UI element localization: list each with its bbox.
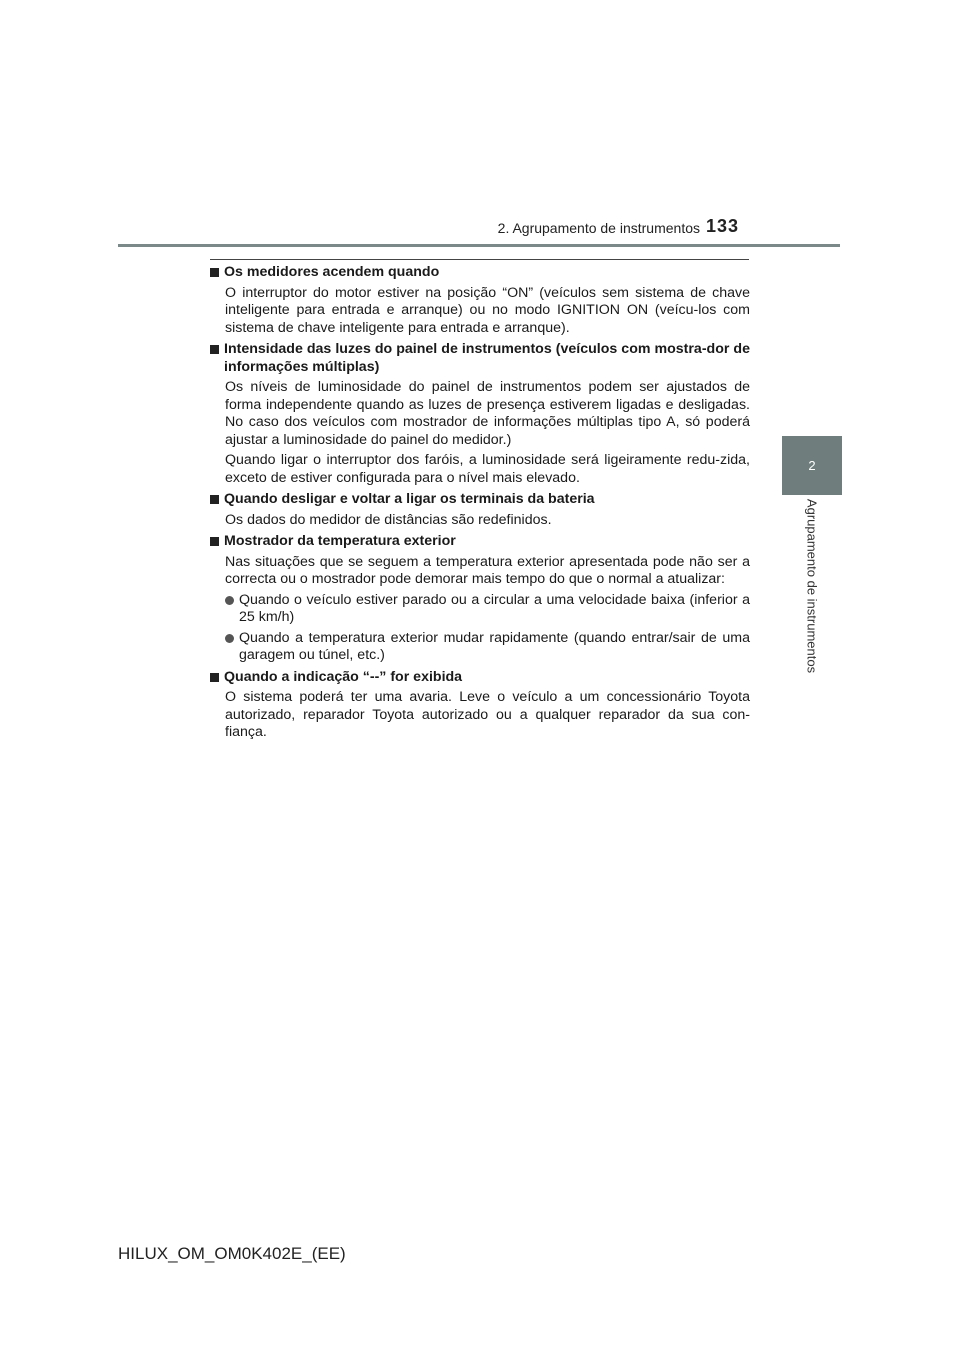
list-item [210,630,750,665]
square-bullet-icon [210,268,219,277]
list-item-text: Quando o veículo estiver parado ou a circular a uma velocidade baixa (inferior a 25 km/h) [239,591,750,625]
chapter-title: 2. Agrupamento de instrumentos [497,220,700,236]
content-divider [210,259,749,260]
header-divider [118,244,840,247]
section-heading [210,533,750,551]
section-heading [210,341,750,376]
chapter-tab-number: 2 [808,458,816,473]
paragraph: Os níveis de luminosidade do painel de instrumentos podem ser ajustados de forma independente quando as luzes de presença estiverem ligadas e desligadas. No caso dos veículos com mostrador de informações múltiplas tipo A, só poderá ajustar a luminosidade do painel do medidor.) [225,379,750,448]
section-heading [210,264,750,282]
paragraph: O interruptor do motor estiver na posição “ON” (veículos sem sistema de chave inteligente para entrada e arranque) ou no modo IGNITION ON (veícu-los com sistema de chave inteligente para entrada e arranque). [225,284,750,336]
paragraph: Nas situações que se seguem a temperatura exterior apresentada pode não ser a correcta ou o mostrador pode demorar mais tempo do que o normal a atualizar: [225,553,750,587]
document-code: HILUX_OM_OM0K402E_(EE) [118,1244,346,1263]
round-bullet-icon [225,596,234,605]
square-bullet-icon [210,673,219,682]
paragraph: Quando ligar o interruptor dos faróis, a luminosidade será ligeiramente redu-zida, exceto de estiver configurada para o nível mais elevado. [225,452,750,486]
chapter-tab [782,436,842,495]
section-heading [210,669,750,687]
page-number: 133 [706,216,740,236]
section-heading [210,491,750,509]
section-heading-text: Quando a indicação “--” for exibida [224,668,463,685]
list-item-text: Quando a temperatura exterior mudar rapidamente (quando entrar/sair de uma garagem ou túnel, etc.) [239,629,750,663]
section-heading-text: Mostrador da temperatura exterior [224,533,456,549]
list-item [210,592,750,627]
round-bullet-icon [225,634,234,643]
paragraph: O sistema poderá ter uma avaria. Leve o veículo a um concessionário Toyota autorizado, reparador Toyota autorizado ou a qualquer reparador da sua con-fiança. [225,689,750,740]
square-bullet-icon [210,495,219,504]
section-heading-text: Os medidores acendem quando [224,264,440,280]
section-heading-text: Quando desligar e voltar a ligar os terminais da bateria [224,491,595,507]
section-heading-text: Intensidade das luzes do painel de instrumentos (veículos com mostra-dor de informações múltiplas) [224,341,750,375]
page-content [210,264,750,742]
chapter-tab-label: Agrupamento de instrumentos [804,498,820,674]
square-bullet-icon [210,537,219,546]
square-bullet-icon [210,345,219,354]
paragraph: Os dados do medidor de distâncias são redefinidos. [225,511,552,528]
